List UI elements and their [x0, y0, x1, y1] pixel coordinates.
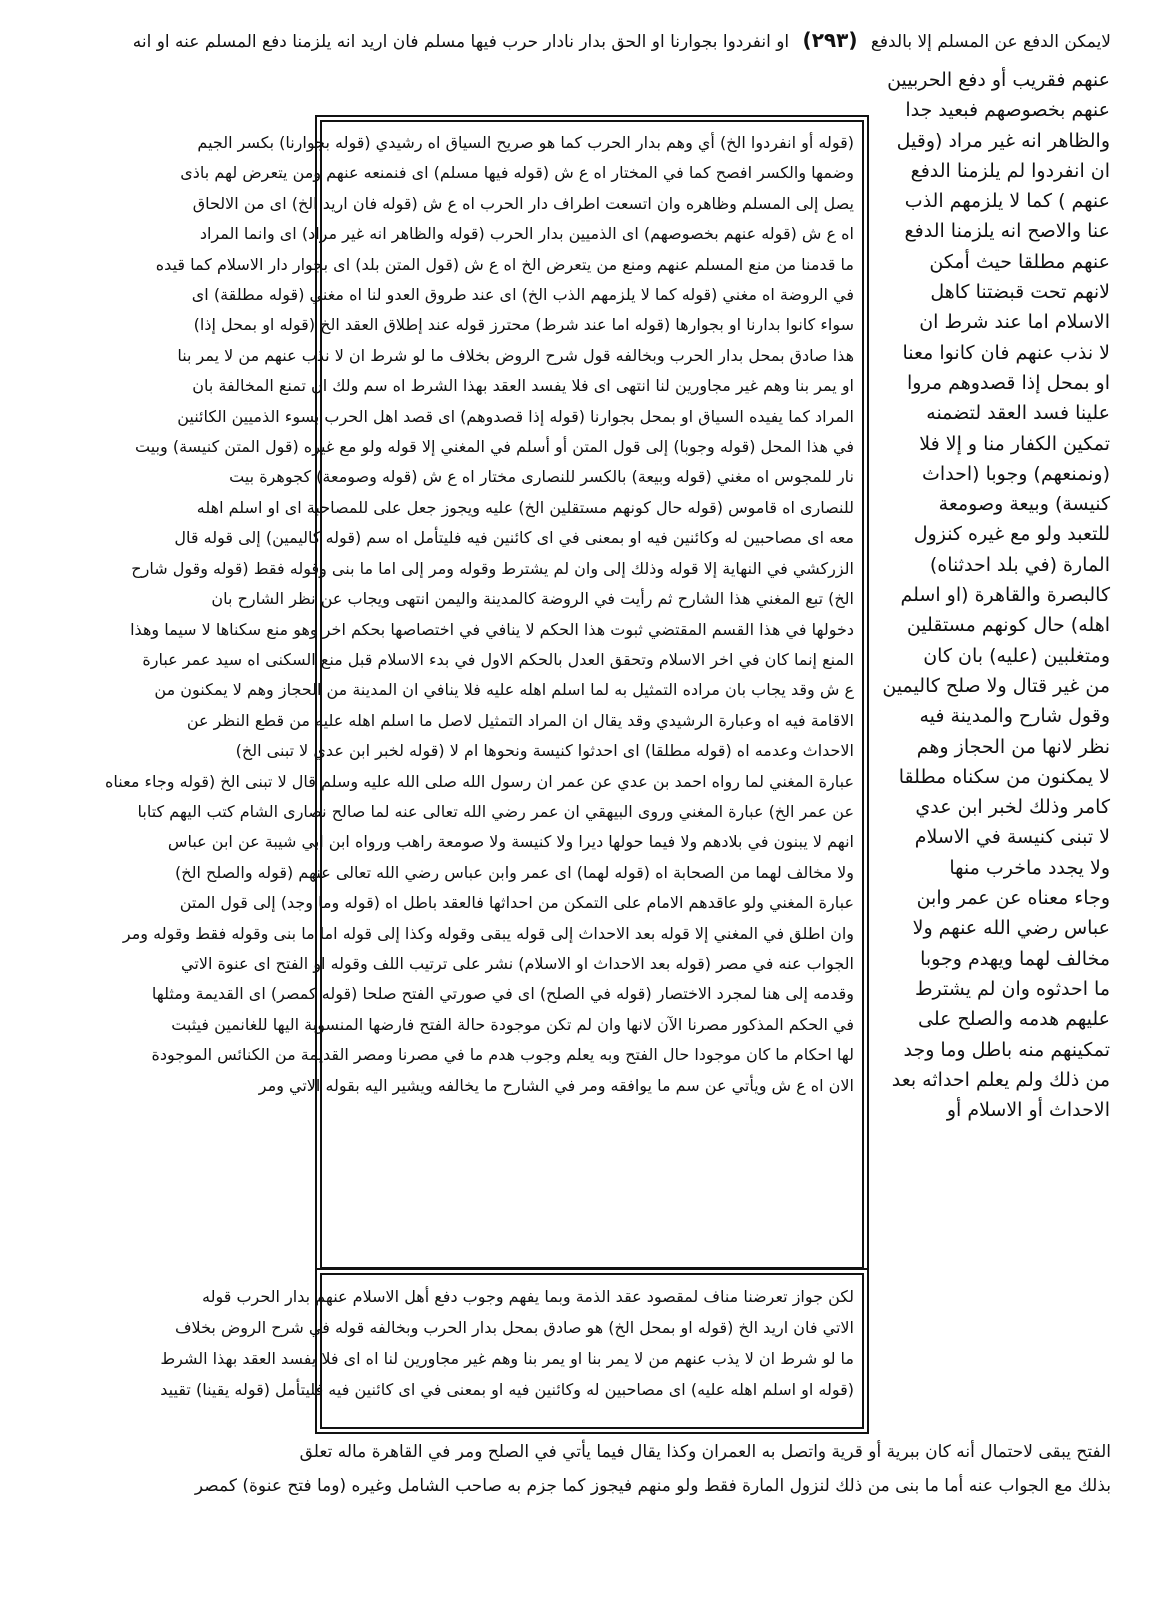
secondary-commentary-frame	[160, 1273, 864, 1429]
margin-text-line: عنهم مطلقا حيث أمكن	[929, 250, 1110, 273]
commentary-line: عن عمر الخ) عبارة المغني وروى البيهقي ان عمر رضي الله تعالى عنه لما صالح نصارى الشام كتب اليهم كتابا	[137, 801, 854, 821]
commentary-line: نار للمجوس اه مغني (قوله وبيعة) بالكسر للنصارى مختار اه ع ش (قوله وصومعة) كجوهرة بيت	[229, 467, 854, 487]
margin-text-line: وقول شارح والمدينة فيه	[919, 705, 1110, 728]
commentary-line: معه اى مصاحبين له وكائنين فيه او بمعنى في اى كائنين فيه فليتأمل اه سم (قوله كاليمين) إلى قوله قال	[174, 528, 854, 548]
commentary-line: الان اه ع ش ويأتي عن سم ما يوافقه ومر في الشارح ما يخالفه ويشير اليه بقوله الاتي ومر	[258, 1075, 854, 1095]
commentary-line: او يمر بنا وهم غير مجاورين لنا انتهى اى فلا يفسد العقد بهذا الشرط اه سم ولك ان تمنع المخالفة بان	[192, 376, 854, 396]
running-header	[50, 30, 1111, 70]
margin-text-line: عنا والاصح انه يلزمنا الدفع	[904, 220, 1110, 243]
commentary-line: ع ش وقد يجاب بان مراده التمثيل به لما اسلم اهله عليه فلا ينافي ان المدينة من الحجاز وهم لا يمكنون من	[154, 680, 854, 700]
commentary-line: الزركشي في النهاية إلا قوله وذلك إلى وان لم يشترط وقوله ومر إلى اما ما بنى وقوله فقط (قوله وقول شارح	[131, 558, 854, 578]
margin-text-line: المارة (في بلد احدثناه)	[929, 553, 1110, 576]
commentary-line: ولا مخالف لهما من الصحابة اه (قوله لهما) اى عمر وابن عباس رضي الله تعالى عنهم (قوله والصلح الخ)	[175, 862, 854, 882]
commentary-line: ما قدمنا من منع المسلم عنهم ومنع من يتعرض الخ اه ع ش (قول المتن بلد) اى بجوار دار الاسلام كما قيده	[155, 254, 854, 274]
commentary-line: عبارة المغني ولو عاقدهم الامام على التمكن من احداثها فالعقد باطل اه (قوله وما وجد) إلى قول المتن	[179, 893, 854, 913]
margin-text-line: تمكينهم منه باطل وما وجد	[903, 1038, 1110, 1061]
margin-text-line: كالبصرة والقاهرة (او اسلم	[900, 584, 1110, 607]
margin-text-line: لا يمكنون من سكناه مطلقا	[898, 765, 1110, 788]
margin-text-line: عنهم فقريب أو دفع الحربيين	[887, 69, 1110, 91]
footer-line: بذلك مع الجواب عنه أما ما بنى من ذلك لنزول المارة فقط ولو منهم فيجوز كما جزم به صاحب الشامل وغيره (وما فتح عنوة) كمصر	[194, 1476, 1111, 1496]
margin-main-text	[865, 65, 1110, 1425]
secondary-commentary-text	[160, 1281, 854, 1421]
commentary-line: الاقامة فيه اه وعبارة الرشيدي وقد يقال ان المراد التمثيل لاصل ما اسلم اهله عليه من قطع النظر عن	[186, 710, 854, 730]
margin-text-line: نظر لانها من الحجاز وهم	[916, 735, 1110, 758]
margin-text-line: لانهم تحت قبضتنا كاهل	[930, 281, 1110, 304]
margin-text-line: عباس رضي الله عنهم ولا	[912, 917, 1110, 940]
margin-text-line: او بمحل إذا قصدوهم مروا	[906, 371, 1110, 394]
margin-text-line: مخالف لهما ويهدم وجوبا	[920, 947, 1110, 970]
header-right-text: لايمكن الدفع عن المسلم إلا بالدفع	[870, 32, 1111, 52]
margin-text-line: الاسلام اما عند شرط ان	[919, 311, 1110, 334]
margin-text-line: عنهم بخصوصهم فبعيد جدا	[905, 99, 1110, 122]
commentary-line: سواء كانوا بدارنا او بجوارها (قوله اما عند شرط) محترز قوله عند إطلاق العقد الخ (قوله او بمحل إذا)	[193, 315, 854, 335]
commentary-line: دخولها في هذا القسم المقتضي ثبوت هذا الحكم لا ينافي في اختصاصها بحكم اخر وهو منع سكناها لا سيما وهذا	[130, 619, 854, 639]
commentary-line: وان اطلق في المغني إلا قوله بعد الاحداث إلى قوله يبقى وقوله وكذا إلى قوله اما ما بنى وقوله فقط وقوله ومر	[122, 923, 854, 943]
commentary-line: اه ع ش (قوله عنهم بخصوصهم) اى الذميين بدار الحرب (قوله والظاهر انه غير مراد) اى وانما المراد	[199, 224, 854, 244]
margin-text-line: للتعبد ولو مع غيره كنزول	[913, 523, 1110, 546]
commentary-line: في الحكم المذكور مصرنا الآن لانها وان لم تكن موجودة حالة الفتح فارضها المنسوبة اليها للغانمين فيثبت	[171, 1014, 854, 1034]
secondary-commentary-line: الاتي فان اريد الخ (قوله او بمحل الخ) هو صادق بمحل بدار الحرب وبخالفه قوله في شرح الروض بخلاف	[174, 1318, 854, 1337]
margin-text-line: عنهم ) كما لا يلزمهم الذب	[904, 190, 1110, 213]
header-left-text: او انفردوا بجوارنا او الحق بدار نادار حرب فيها مسلم فان اريد انه يلزمنا دفع المسلم عنه او انه	[132, 32, 790, 52]
margin-text-line: كنيسة) وبيعة وصومعة	[938, 493, 1110, 516]
margin-text-line: كامر وذلك لخبر ابن عدي	[915, 796, 1110, 819]
commentary-line: وقدمه إلى هنا لمجرد الاختصار (قوله في الصلح) اى في صورتي الفتح صلحا (قوله كمصر) اى القديمة ومثلها	[151, 984, 854, 1004]
commentary-line: للنصارى اه قاموس (قوله حال كونهم مستقلين الخ) عليه ويجوز جعل على للمصاحبة اى او اسلم اهله	[196, 497, 854, 517]
secondary-commentary-line: لكن جواز تعرضنا مناف لمقصود عقد الذمة وبما يفهم وجوب دفع أهل الاسلام عنهم بدار الحرب قوله	[202, 1287, 854, 1306]
margin-text-line: وجاء معناه عن عمر وابن	[916, 887, 1110, 910]
margin-text-line: ولا يجدد ماخرب منها	[949, 856, 1110, 879]
commentary-line: (قوله أو انفردوا الخ) أي وهم بدار الحرب كما هو صريح السياق اه رشيدي (قوله بجوارنا) بكسر الجيم	[197, 133, 854, 152]
secondary-commentary-line: ما لو شرط ان لا يذب عنهم من لا يمر بنا او يمر بنا وهم غير مجاورين لنا اه اى فلا يفسد العقد بهذا الشرط	[160, 1349, 854, 1368]
commentary-line: المراد كما يفيده السياق او بمحل بجوارنا (قوله إذا قصدوهم) اى قصد اهل الحرب بسوء الذميين الكائنين	[177, 406, 854, 426]
commentary-line: الخ) تبع المغني هذا الشارح ثم رأيت في الروضة كالمدينة واليمن انتهى ويجاب عن نظر الشارح بان	[211, 589, 854, 609]
page-number: (٢٩٣)	[802, 28, 858, 52]
commentary-line: هذا صادق بمحل بدار الحرب وبخالفه قول شرح الروض بخلاف ما لو شرط ان لا نذب عنهم من لا يمر بنا	[177, 345, 854, 365]
margin-text-line: (ونمنعهم) وجوبا (احداث	[921, 462, 1110, 485]
commentary-line: الاحداث وعدمه اه (قوله مطلقا) اى احدثوا كنيسة ونحوها ام لا (قوله لخبر ابن عدي لا تبنى الخ)	[235, 741, 854, 761]
margin-text-line: من غير قتال ولا صلح كاليمين	[882, 674, 1110, 697]
commentary-line: لها احكام ما كان موجودا حال الفتح وبه يعلم وجوب هدم ما في مصرنا ومصر القديمة من الكنائس الموجودة	[151, 1045, 854, 1065]
margin-text-line: اهله) حال كونهم مستقلين	[906, 614, 1110, 637]
margin-text-line: علينا فسد العقد لتضمنه	[926, 402, 1110, 425]
secondary-commentary-line: (قوله او اسلم اهله عليه) اى مصاحبين له وكائنين فيه او بمعنى في اى كائنين فيه فليتأمل (قوله يقينا) تقييد	[160, 1380, 854, 1399]
footer-continuation-text	[40, 1435, 1111, 1503]
margin-text-line: لا تبنى كنيسة في الاسلام	[914, 826, 1110, 849]
commentary-line: انهم لا يبنون في بلادهم ولا فيما حولها ديرا ولا كنيسة ولا صومعة راهب ورواه ابن ابي شيبة عن ابن عباس	[167, 832, 854, 852]
commentary-line: الجواب عنه في مصر (قوله بعد الاحداث او الاسلام) نشر على ترتيب اللف وقوله او الفتح اى عنوة الاتي	[181, 953, 854, 973]
commentary-text	[105, 128, 854, 1261]
commentary-line: وضمها والكسر افصح كما في المختار اه ع ش (قوله فيها مسلم) اى فنمنعه عنهم ومن يتعرض لهم باذى	[180, 163, 854, 183]
footer-line: الفتح يبقى لاحتمال أنه كان ببرية أو قرية واتصل به العمران وكذا يقال فيما يأتي في الصلح ومر في القاهرة ماله تعلق	[299, 1442, 1111, 1462]
margin-text-line: من ذلك ولم يعلم احداثه بعد	[891, 1068, 1110, 1091]
margin-text-line: والظاهر انه غير مراد (وقيل	[896, 129, 1110, 152]
commentary-line: في الروضة اه مغني (قوله كما لا يلزمهم الذب الخ) اى عند طروق العدو لنا اه مغني (قوله مطلقة) اى	[191, 285, 854, 305]
margin-text-line: ما احدثوه وان لم يشترط	[914, 977, 1110, 1000]
margin-text-line: عليهم هدمه والصلح على	[918, 1008, 1110, 1031]
commentary-frame	[105, 120, 864, 1269]
commentary-line: يصل إلى المسلم وظاهره وان اتسعت اطراف دار الحرب اه ع ش (قوله فان اريد الخ) اى من الالحاق	[192, 193, 854, 213]
commentary-line: في هذا المحل (قوله وجوبا) إلى قول المتن أو أسلم في المغني إلا قوله ولو مع غيره (قول المتن كنيسة) وبيت	[135, 437, 854, 457]
margin-text-line: ومتغلبين (عليه) بان كان	[923, 644, 1110, 667]
margin-text-line: لا نذب عنهم فان كانوا معنا	[902, 341, 1110, 364]
commentary-line: المنع إنما كان في اخر الاسلام وتحقق العدل بالحكم الاول في بدء الاسلام قبل منع السكنى اه سيد عمر عبارة	[142, 649, 854, 669]
margin-text-line: الاحداث أو الاسلام أو	[946, 1099, 1110, 1122]
margin-text-line: تمكين الكفار منا و إلا فلا	[919, 432, 1110, 455]
margin-text-line: ان انفردوا لم يلزمنا الدفع	[910, 159, 1110, 182]
commentary-line: عبارة المغني لما رواه احمد بن عدي عن عمر ان رسول الله صلى الله عليه وسلم قال لا تبنى الخ (قوله وجاء معناه	[105, 771, 854, 791]
